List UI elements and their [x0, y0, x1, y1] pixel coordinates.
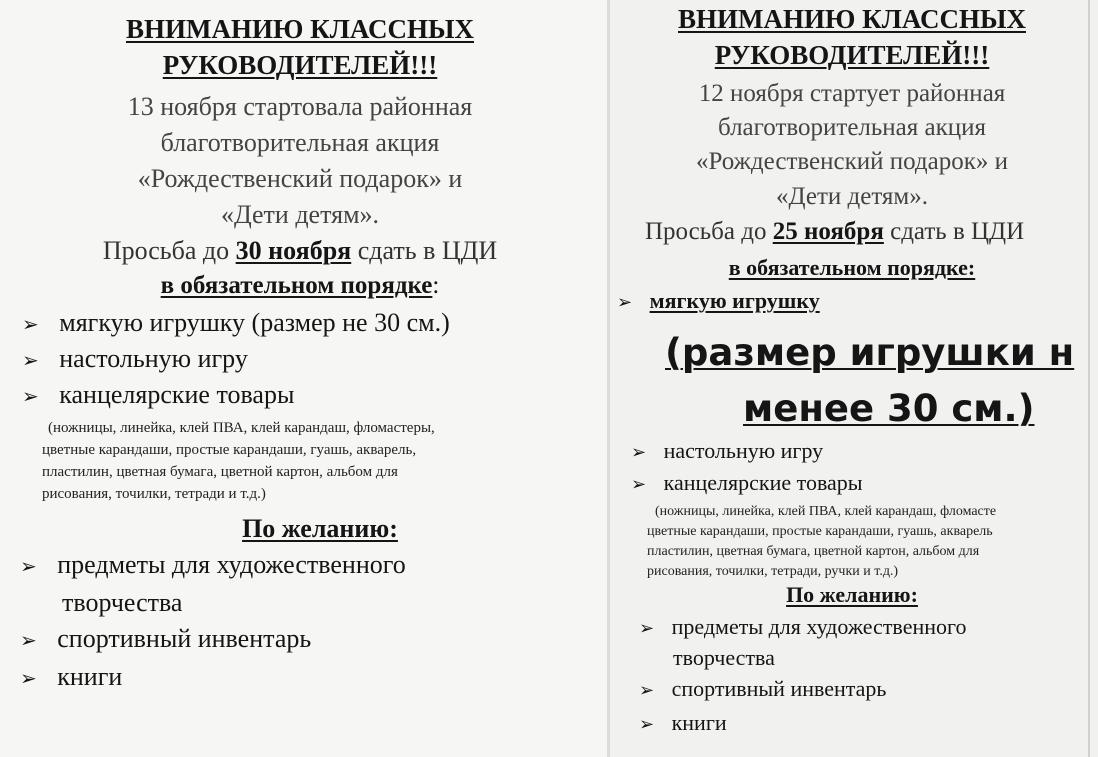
title-line-1: ВНИМАНИЮ КЛАССНЫХ: [677, 4, 1026, 34]
arrow-bullet-icon: ➢: [22, 348, 39, 372]
mandatory-colon: :: [432, 272, 440, 299]
intro-line-2: благотворительная акция: [160, 128, 440, 157]
supplies-line-4: рисования, точилки, тетради, ручки и т.д.): [647, 564, 899, 579]
title-line-2: РУКОВОДИТЕЛЕЙ!!!: [162, 50, 438, 80]
supplies-line-2: цветные карандаши, простые карандаши, гуашь, акварель,: [42, 442, 417, 458]
item-soft-toy: мягкую игрушку: [649, 288, 820, 313]
title-line-2: РУКОВОДИТЕЛЕЙ!!!: [714, 40, 990, 70]
right-notice: [607, 0, 1098, 757]
supplies-line-3: пластилин, цветная бумага, цветной картон, альбом для: [647, 544, 980, 559]
deadline: 25 ноября: [772, 218, 884, 245]
size-note-line-2: менее 30 см.): [743, 387, 1035, 430]
request-line: [0, 236, 600, 266]
list-item: [20, 624, 311, 654]
item-board-game: настольную игру: [663, 438, 824, 463]
arrow-bullet-icon: ➢: [617, 292, 633, 313]
arrow-bullet-icon: ➢: [639, 714, 655, 735]
intro-line-3: «Рождественский подарок» и: [695, 148, 1009, 175]
intro-line-1: 13 ноября стартовала районная: [127, 92, 473, 121]
arrow-bullet-icon: ➢: [20, 666, 37, 690]
arrow-bullet-icon: ➢: [22, 384, 39, 408]
optional-heading: По желанию:: [242, 514, 398, 543]
item-art-supplies-cont: творчества: [673, 645, 775, 670]
list-item: [639, 676, 886, 702]
size-note-line-1: (размер игрушки н: [665, 331, 1075, 374]
arrow-bullet-icon: ➢: [639, 618, 655, 639]
arrow-bullet-icon: ➢: [639, 680, 655, 701]
request-prefix: Просьба до: [102, 236, 230, 265]
request-suffix: сдать в ЦДИ: [357, 236, 498, 265]
arrow-bullet-icon: ➢: [22, 312, 39, 336]
request-prefix: Просьба до: [645, 218, 767, 245]
list-item: [639, 710, 727, 736]
supplies-line-2: цветные карандаши, простые карандаши, гуашь, акварель: [647, 524, 993, 539]
list-item: [631, 470, 863, 496]
title-line-1: ВНИМАНИЮ КЛАССНЫХ: [125, 14, 474, 44]
intro-line-4: «Дети детям».: [776, 183, 928, 210]
supplies-line-1: (ножницы, линейка, клей ПВА, клей карандаш, фломасте: [655, 504, 997, 519]
list-item: [22, 380, 294, 410]
list-item: [22, 344, 248, 374]
arrow-bullet-icon: ➢: [20, 628, 37, 652]
intro-line-3: «Рождественский подарок» и: [137, 164, 463, 193]
mandatory-label: в обязательном порядке:: [728, 255, 976, 280]
item-sports: спортивный инвентарь: [57, 624, 312, 653]
item-art-supplies-cont: творчества: [62, 588, 183, 617]
arrow-bullet-icon: ➢: [631, 442, 647, 463]
intro-line-4: «Дети детям».: [220, 200, 380, 229]
item-sports: спортивный инвентарь: [671, 676, 887, 701]
request-suffix: сдать в ЦДИ: [890, 218, 1025, 245]
list-item: [631, 438, 823, 464]
list-item: [22, 308, 450, 338]
intro-line-2: благотворительная акция: [717, 114, 987, 141]
list-item: [639, 614, 966, 640]
item-books: книги: [57, 662, 123, 691]
item-board-game: настольную игру: [59, 344, 248, 373]
list-item: [20, 550, 406, 580]
request-line: [645, 218, 1024, 246]
item-books: книги: [671, 710, 727, 735]
item-soft-toy: мягкую игрушку (размер не 30 см.): [59, 308, 450, 337]
list-item: [617, 288, 820, 314]
supplies-line-4: рисования, точилки, тетради и т.д.): [42, 486, 266, 502]
supplies-line-1: (ножницы, линейка, клей ПВА, клей карандаш, фломастеры,: [48, 420, 435, 436]
deadline: 30 ноября: [235, 236, 352, 265]
item-stationery: канцелярские товары: [663, 470, 863, 495]
mandatory-label: в обязательном порядке: [160, 272, 433, 299]
item-art-supplies: предметы для художественного: [671, 614, 967, 639]
list-item: [20, 662, 122, 692]
item-art-supplies: предметы для художественного: [57, 550, 406, 579]
intro-line-1: 12 ноября стартует районная: [698, 80, 1006, 107]
mandatory-line: [0, 272, 600, 300]
arrow-bullet-icon: ➢: [631, 474, 647, 495]
arrow-bullet-icon: ➢: [20, 554, 37, 578]
supplies-line-3: пластилин, цветная бумага, цветной картон, альбом для: [42, 464, 398, 480]
item-stationery: канцелярские товары: [59, 380, 295, 409]
optional-heading: По желанию:: [786, 582, 918, 607]
